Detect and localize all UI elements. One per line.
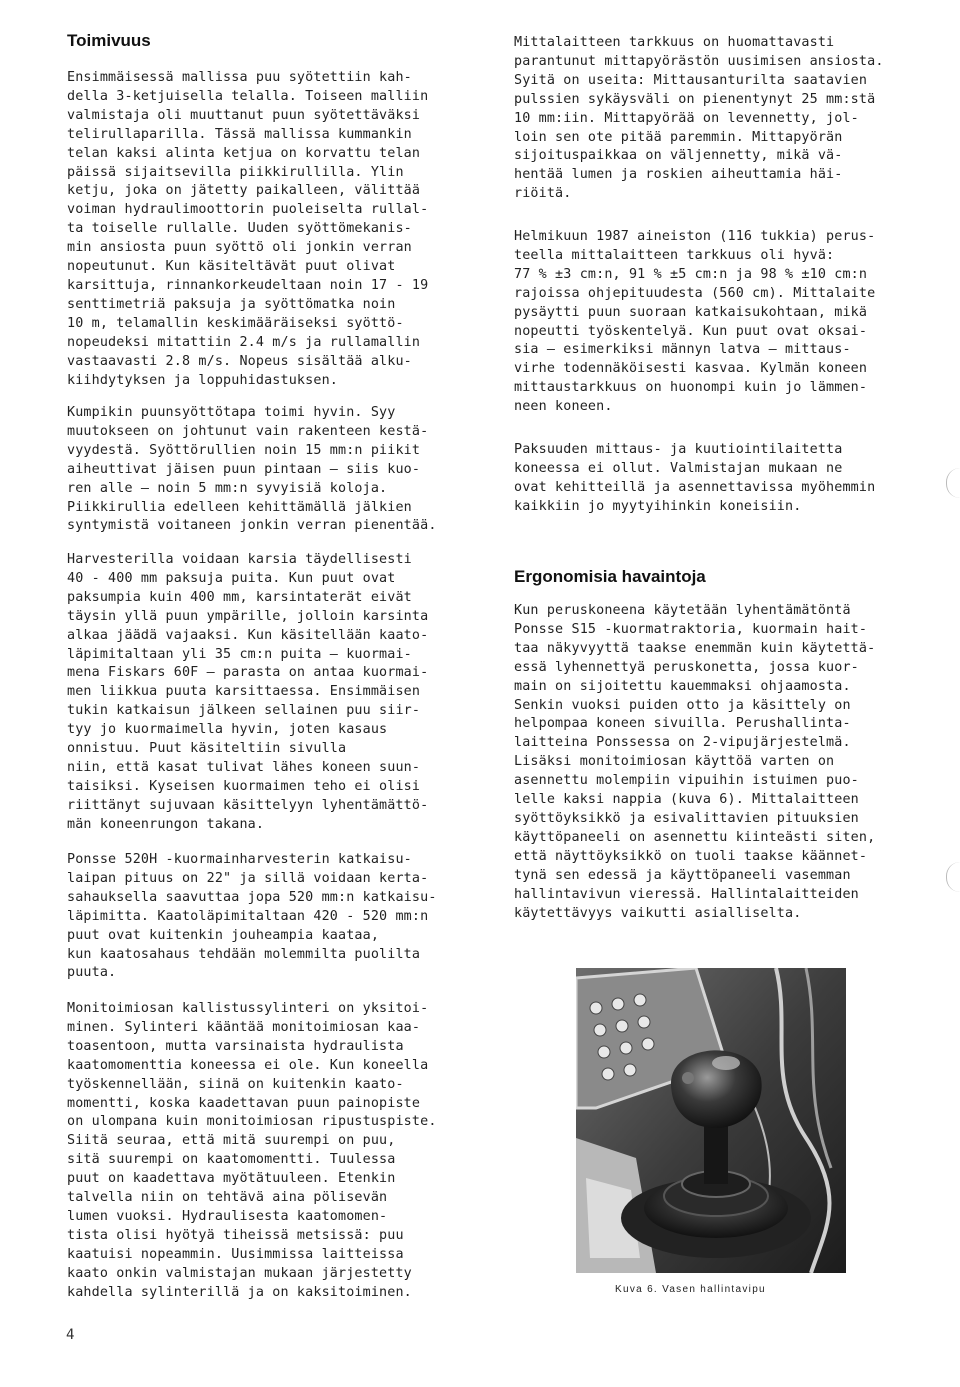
paragraph-measurement-results: Helmikuun 1987 aineiston (116 tukkia) perus- teella mittalaitteen tarkkuus oli hyvä: 77 % ±3 cm:n, 91 % ±5 cm:n ja 98 % ±10 cm:n rajoissa ohjepituudesta (560 cm). Mittalaite pysäytti puun suoraan katkaisukohtaan, mikä nopeutti työskentelyä. Kun puut ovat oksai- sia — esimerkiksi männyn latva — mittaus- virhe todennäköisesti kasvaa. Kylmän koneen mittaustarkkuus on huonompi kuin jo lämmen- neen koneen. — [514, 229, 876, 415]
joystick-photo — [576, 968, 846, 1273]
joystick-illustration — [576, 968, 846, 1273]
paragraph-measuring-accuracy: Mittalaitteen tarkkuus on huomattavasti parantunut mittapyörästön uusimisen ansiosta. Syitä on useita: Mittausanturilta saatavien pulssien sykäysväli on pienentynyt 25 mm:stä 10 mm:iin. Mittapyörää on levennetty, jol- loin sen ote pitää paremmin. Mittapyörän sijoituspaikkaa on väljennetty, mikä vä- hentää lumen ja roskien aiheuttamia häi- riöitä. — [514, 35, 884, 202]
paragraph-tilt-cylinder: Monitoimiosan kallistussylinteri on yksitoi- minen. Sylinteri kääntää monitoimiosan kaa- toasentoon, mutta varsinaista hydraulista kaatomomenttia koneessa ei ole. Kun koneella työskennellään, siinä on kuitenkin kaato- momentti, koska kaadettavan puun painopiste on ulompana kuin monitoimiosan ripustuspiste. Siitä seuraa, että mitä suurempi on puu, sitä suurempi on kaatomomentti. Tuulessa puut on kaadettava myötätuuleen. Etenkin talvella niin on tehtävä aina pölisevän lumen vuoksi. Hydraulisesta kaatomomen- tista olisi hyötyä tiheissä metsissä: puu kaatuisi nopeammin. Uusimmissa laitteissa kaato onkin valmistajan mukaan järjestetty kahdella sylinterillä ja on kaksitoiminen. — [67, 1001, 437, 1300]
margin-mark-bottom — [946, 862, 960, 892]
page-number: 4 — [66, 1327, 75, 1343]
paragraph-ponsse-520h: Ponsse 520H -kuormainharvesterin katkaisu- laipan pituus on 22" ja sillä voidaan kerta- sahauksella saavuttaa jopa 520 mm:n katkaisu- läpimitta. Kaatoläpimitaltaan 420 - 520 mm:n puut ovat kuitenkin jouheampia kaataa, kun kaatosahaus tehdään molemmilta puolilta puuta. — [67, 852, 437, 981]
margin-mark-top — [946, 468, 960, 498]
section-heading-ergonomics: Ergonomisia havaintoja — [514, 567, 706, 586]
figure-caption: Kuva 6. Vasen hallintavipu — [615, 1284, 766, 1295]
section-heading-toimivuus: Toimivuus — [67, 31, 151, 50]
paragraph-toimivuus-2: Kumpikin puunsyöttötapa toimi hyvin. Syy muutokseen on johtunut vain rakenteen kestä- vyydestä. Syöttörullien noin 15 mm:n piikit aiheuttivat jäisen puun pintaan — siis kuo- ren alle — noin 5 mm:n syvyisiä koloja. Piikkirullia edelleen kehittämällä jälkien syntymistä voitaneen jonkin verran pienentää. — [67, 405, 437, 534]
paragraph-thickness-measurement: Paksuuden mittaus- ja kuutiointilaitetta koneessa ei ollut. Valmistajan mukaan ne ovat kehitteillä ja asennettavissa myöhemmin kaikkiin jo myytyihinkin koneisiin. — [514, 442, 876, 514]
paragraph-toimivuus-1: Ensimmäisessä mallissa puu syötettiin kah- della 3-ketjuisella telalla. Toiseen malliin valmistaja oli muuttanut puun syötettäväksi telirullaparilla. Tässä mallissa kummankin telan kaksi alinta ketjua on korvattu telan päissä sijaitsevilla piikkirullilla. Ylin ketju, joka on jätetty paikalleen, välittää voiman hydraulimoottorin puoleiselta rullal- ta toiselle rullalle. Uuden syöttömekanis- min ansiosta puun syöttö oli jonkin verran nopeutunut. Kun käsiteltävät puut olivat karsittuja, rinnankorkeudeltaan noin 17 - 19 senttimetriä paksuja ja syöttömatka noin 10 m, telamallin keskimääräiseksi syöttö- nopeudeksi mitattiin 2.4 m/s ja rullamallin vastaavasti 2.8 m/s. Nopeus sisältää alku- kiihdytyksen ja loppuhidastuksen. — [67, 70, 429, 388]
paragraph-harvester-delimbing: Harvesterilla voidaan karsia täydellisesti 40 - 400 mm paksuja puita. Kun puut ovat paksumpia kuin 400 mm, karsintaterät eivät täysin yllä puun ympärille, jolloin karsinta alkaa jäädä vajaaksi. Kun käsitellään kaato- läpimitaltaan yli 35 cm:n puita — kuormai- mena Fiskars 60F — parasta on antaa kuormai- men liikkua puuta karsittaessa. Ensimmäisen tukin katkaisun jälkeen sellainen puu siir- tyy jo kuormaimella hyvin, joten kasaus onnistuu. Puut käsiteltiin sivulla niin, että kasat tulivat lähes koneen suun- taisiksi. Kyseisen kuormaimen teho ei olisi riittänyt sujuvaan käsittelyyn lyhentämättö- män koneenrungon takana. — [67, 552, 429, 832]
paragraph-ergonomics: Kun peruskoneena käytetään lyhentämätöntä Ponsse S15 -kuormatraktoria, kuormain hait- taa näkyvyyttä taakse enemmän kuin käytettä- essä lyhennettyä peruskonetta, jossa kuor- main on sijoitettu kauemmaksi ohjaamosta. Senkin vuoksi puiden otto ja käsittely on helpompaa koneen sivuilla. Perushallinta- laitteina Ponssessa on 2-vipujärjestelmä. Lisäksi monitoimiosan käyttöä varten on asennettu molempiin vipuihin istuimen puo- lelle kaksi nappia (kuva 6). Mittalaitteen syöttöyksikkö ja esivalittavien pituuksien käyttöpaneeli on asennettu kiinteästi siten, että näyttöyksikkö on tuoli taakse käännet- tynä sen edessä ja käyttöpaneeli vasemman hallintavivun vieressä. Hallintalaitteiden käytettävyys vaikutti asialliselta. — [514, 603, 876, 921]
